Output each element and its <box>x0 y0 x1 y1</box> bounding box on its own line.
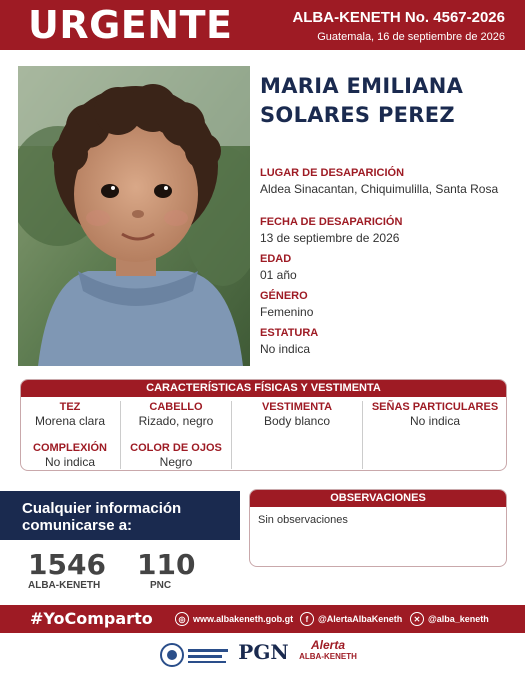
skin-value: Morena clara <box>34 414 106 428</box>
alert-number: ALBA-KENETH No. 4567-2026 <box>292 9 505 26</box>
characteristics-title: CARACTERÍSTICAS FÍSICAS Y VESTIMENTA <box>21 380 506 397</box>
height-value: No indica <box>260 342 311 356</box>
observations-text: Sin observaciones <box>258 514 348 526</box>
website-link[interactable] <box>175 605 293 633</box>
gender-label: GÉNERO <box>260 290 308 302</box>
place-label: LUGAR DE DESAPARICIÓN <box>260 167 405 179</box>
x-icon: ✕ <box>410 612 424 626</box>
alba-keneth-number-label: ALBA-KENETH <box>28 580 101 591</box>
urgent-title: URGENTE <box>28 3 233 47</box>
alerta-alba-keneth-logo <box>298 640 358 662</box>
facebook-icon: f <box>300 612 314 626</box>
date-value: 13 de septiembre de 2026 <box>260 231 400 245</box>
date-label: FECHA DE DESAPARICIÓN <box>260 216 403 228</box>
government-seal-logo <box>160 640 230 675</box>
height-label: ESTATURA <box>260 327 319 339</box>
contact-line-2: comunicarse a: <box>22 517 133 534</box>
contact-box <box>0 491 240 540</box>
contact-line-1: Cualquier información <box>22 500 182 517</box>
alerta-logo-text-1: Alerta <box>310 638 345 652</box>
facebook-text: @AlertaAlbaKeneth <box>318 614 403 624</box>
hair-value: Rizado, negro <box>138 414 214 428</box>
header-bar <box>0 0 525 50</box>
website-text: www.albakeneth.gob.gt <box>193 614 294 624</box>
clothing-label: VESTIMENTA <box>261 401 333 413</box>
alert-date: Guatemala, 16 de septiembre de 2026 <box>317 31 505 43</box>
clothing-value: Body blanco <box>263 414 331 428</box>
hashtag: #YoComparto <box>30 609 153 628</box>
pgn-logo-text: PGN <box>238 640 289 664</box>
observations-box <box>249 489 507 567</box>
age-value: 01 año <box>260 268 297 282</box>
gender-value: Femenino <box>260 305 314 319</box>
pnc-number-label: PNC <box>150 580 172 591</box>
hair-label: CABELLO <box>149 401 203 413</box>
age-label: EDAD <box>260 253 292 265</box>
facebook-link[interactable] <box>300 605 402 633</box>
logos-row <box>0 636 525 676</box>
name-line-1: MARIA EMILIANA <box>260 74 464 98</box>
pgn-logo <box>236 640 291 664</box>
marks-label: SEÑAS PARTICULARES <box>371 401 499 413</box>
build-label: COMPLEXIÓN <box>33 442 107 454</box>
alerta-logo-text-2: ALBA-KENETH <box>299 652 357 661</box>
eyes-label: COLOR DE OJOS <box>130 442 222 454</box>
eyes-value: Negro <box>159 455 193 469</box>
place-value: Aldea Sinacantan, Chiquimulilla, Santa Rosa <box>260 182 499 196</box>
x-text: @alba_keneth <box>428 614 489 624</box>
observations-title: OBSERVACIONES <box>250 490 506 507</box>
missing-child-photo <box>18 66 250 366</box>
name-line-2: SOLARES PEREZ <box>260 103 455 127</box>
build-value: No indica <box>44 455 96 469</box>
x-link[interactable] <box>410 605 489 633</box>
skin-label: TEZ <box>59 401 81 413</box>
globe-icon: ◎ <box>175 612 189 626</box>
alba-keneth-number: 1546 <box>28 548 106 581</box>
person-name <box>260 72 510 130</box>
pnc-number: 110 <box>137 548 196 581</box>
footer-bar <box>0 605 525 633</box>
government-seal-icon <box>160 640 230 670</box>
marks-value: No indica <box>409 414 461 428</box>
